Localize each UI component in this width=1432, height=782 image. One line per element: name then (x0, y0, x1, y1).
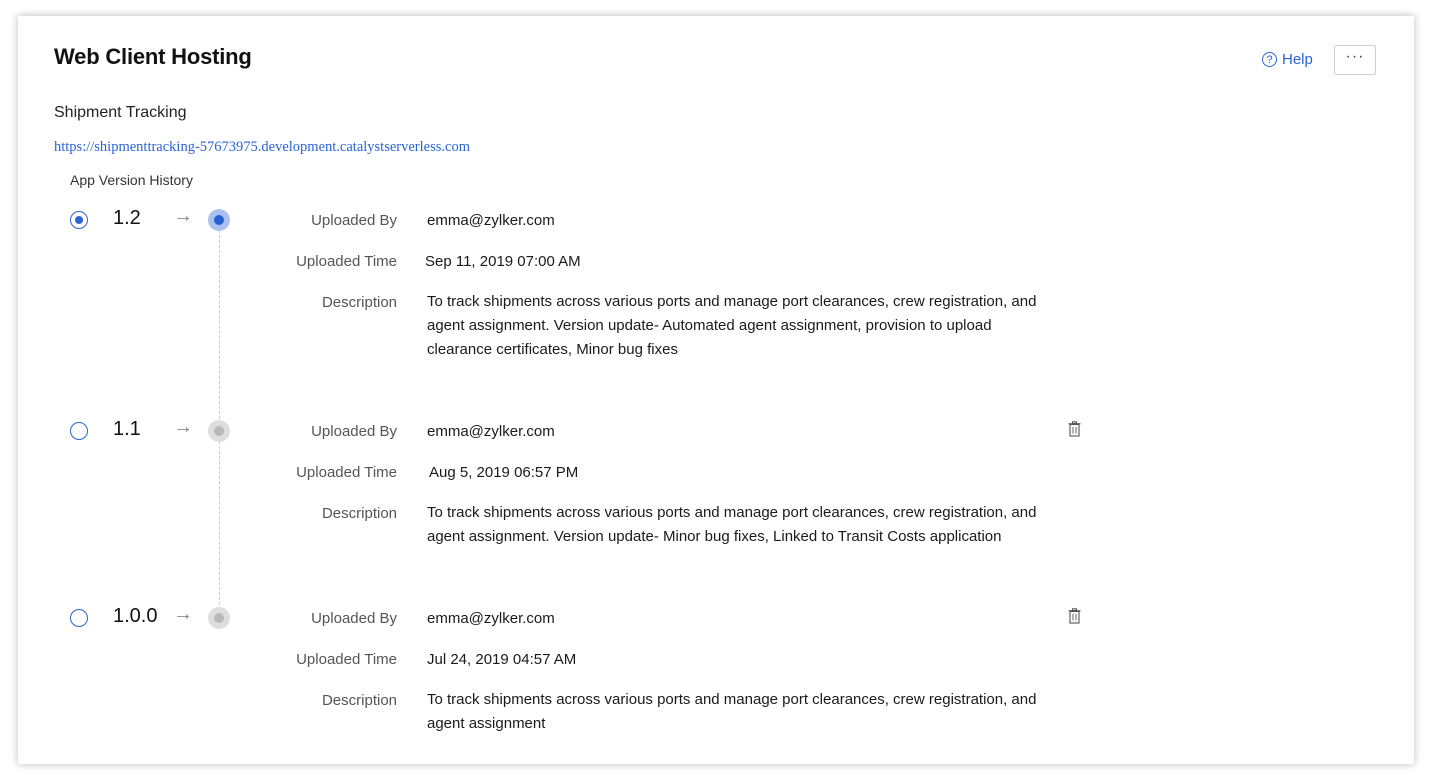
description-value: To track shipments across various ports and manage port clearances, crew registration, and agent assignment (427, 691, 1037, 732)
trash-icon[interactable] (1068, 421, 1081, 437)
version-number: 1.2 (113, 207, 141, 229)
description-label: Description (321, 505, 397, 522)
arrow-right-icon: → (173, 205, 193, 227)
uploaded-time-value: Jul 24, 2019 04:57 AM (427, 651, 577, 668)
version-radio[interactable] (70, 211, 88, 229)
web-client-hosting-panel (18, 16, 1414, 764)
app-url-link[interactable]: https://shipmenttracking-57673975.development.catalystserverless.com (54, 139, 470, 155)
uploaded-time-label: Uploaded Time (296, 253, 397, 270)
app-name: Shipment Tracking (54, 104, 187, 121)
description-value: To track shipments across various ports and manage port clearances, crew registration, and agent assignment. Version update- Automated agent assignment, provision to upload clearance certificates, Minor bug fixes (427, 293, 1037, 358)
uploaded-time-value: Sep 11, 2019 07:00 AM (425, 253, 581, 270)
uploaded-time-value: Aug 5, 2019 06:57 PM (429, 464, 579, 481)
timeline-node (208, 607, 230, 629)
version-radio[interactable] (70, 609, 88, 627)
more-horizontal-icon: ··· (1345, 48, 1365, 65)
version-number: 1.0.0 (113, 605, 158, 627)
description-label: Description (321, 692, 397, 709)
timeline-node (208, 209, 230, 231)
uploaded-by-label: Uploaded By (311, 423, 397, 440)
uploaded-by-value: emma@zylker.com (427, 212, 555, 229)
uploaded-by-value: emma@zylker.com (427, 423, 555, 440)
version-radio[interactable] (70, 422, 88, 440)
version-number: 1.1 (113, 418, 141, 440)
uploaded-time-label: Uploaded Time (296, 651, 397, 668)
help-label: Help (1282, 51, 1313, 68)
trash-icon[interactable] (1068, 608, 1081, 624)
uploaded-by-value: emma@zylker.com (427, 610, 555, 627)
arrow-right-icon: → (173, 416, 193, 438)
arrow-right-icon: → (173, 603, 193, 625)
description-label: Description (321, 294, 397, 311)
description-value: To track shipments across various ports and manage port clearances, crew registration, and agent assignment. Version update- Minor bug fixes, Linked to Transit Costs application (427, 504, 1037, 545)
uploaded-by-label: Uploaded By (311, 610, 397, 627)
page-title: Web Client Hosting (54, 44, 252, 69)
uploaded-time-label: Uploaded Time (296, 464, 397, 481)
version-history-label: App Version History (70, 172, 193, 188)
more-options-button[interactable] (1334, 45, 1376, 75)
timeline-node (208, 420, 230, 442)
help-circle-icon: ? (1262, 52, 1277, 67)
uploaded-by-label: Uploaded By (311, 212, 397, 229)
help-link[interactable] (1262, 51, 1313, 68)
